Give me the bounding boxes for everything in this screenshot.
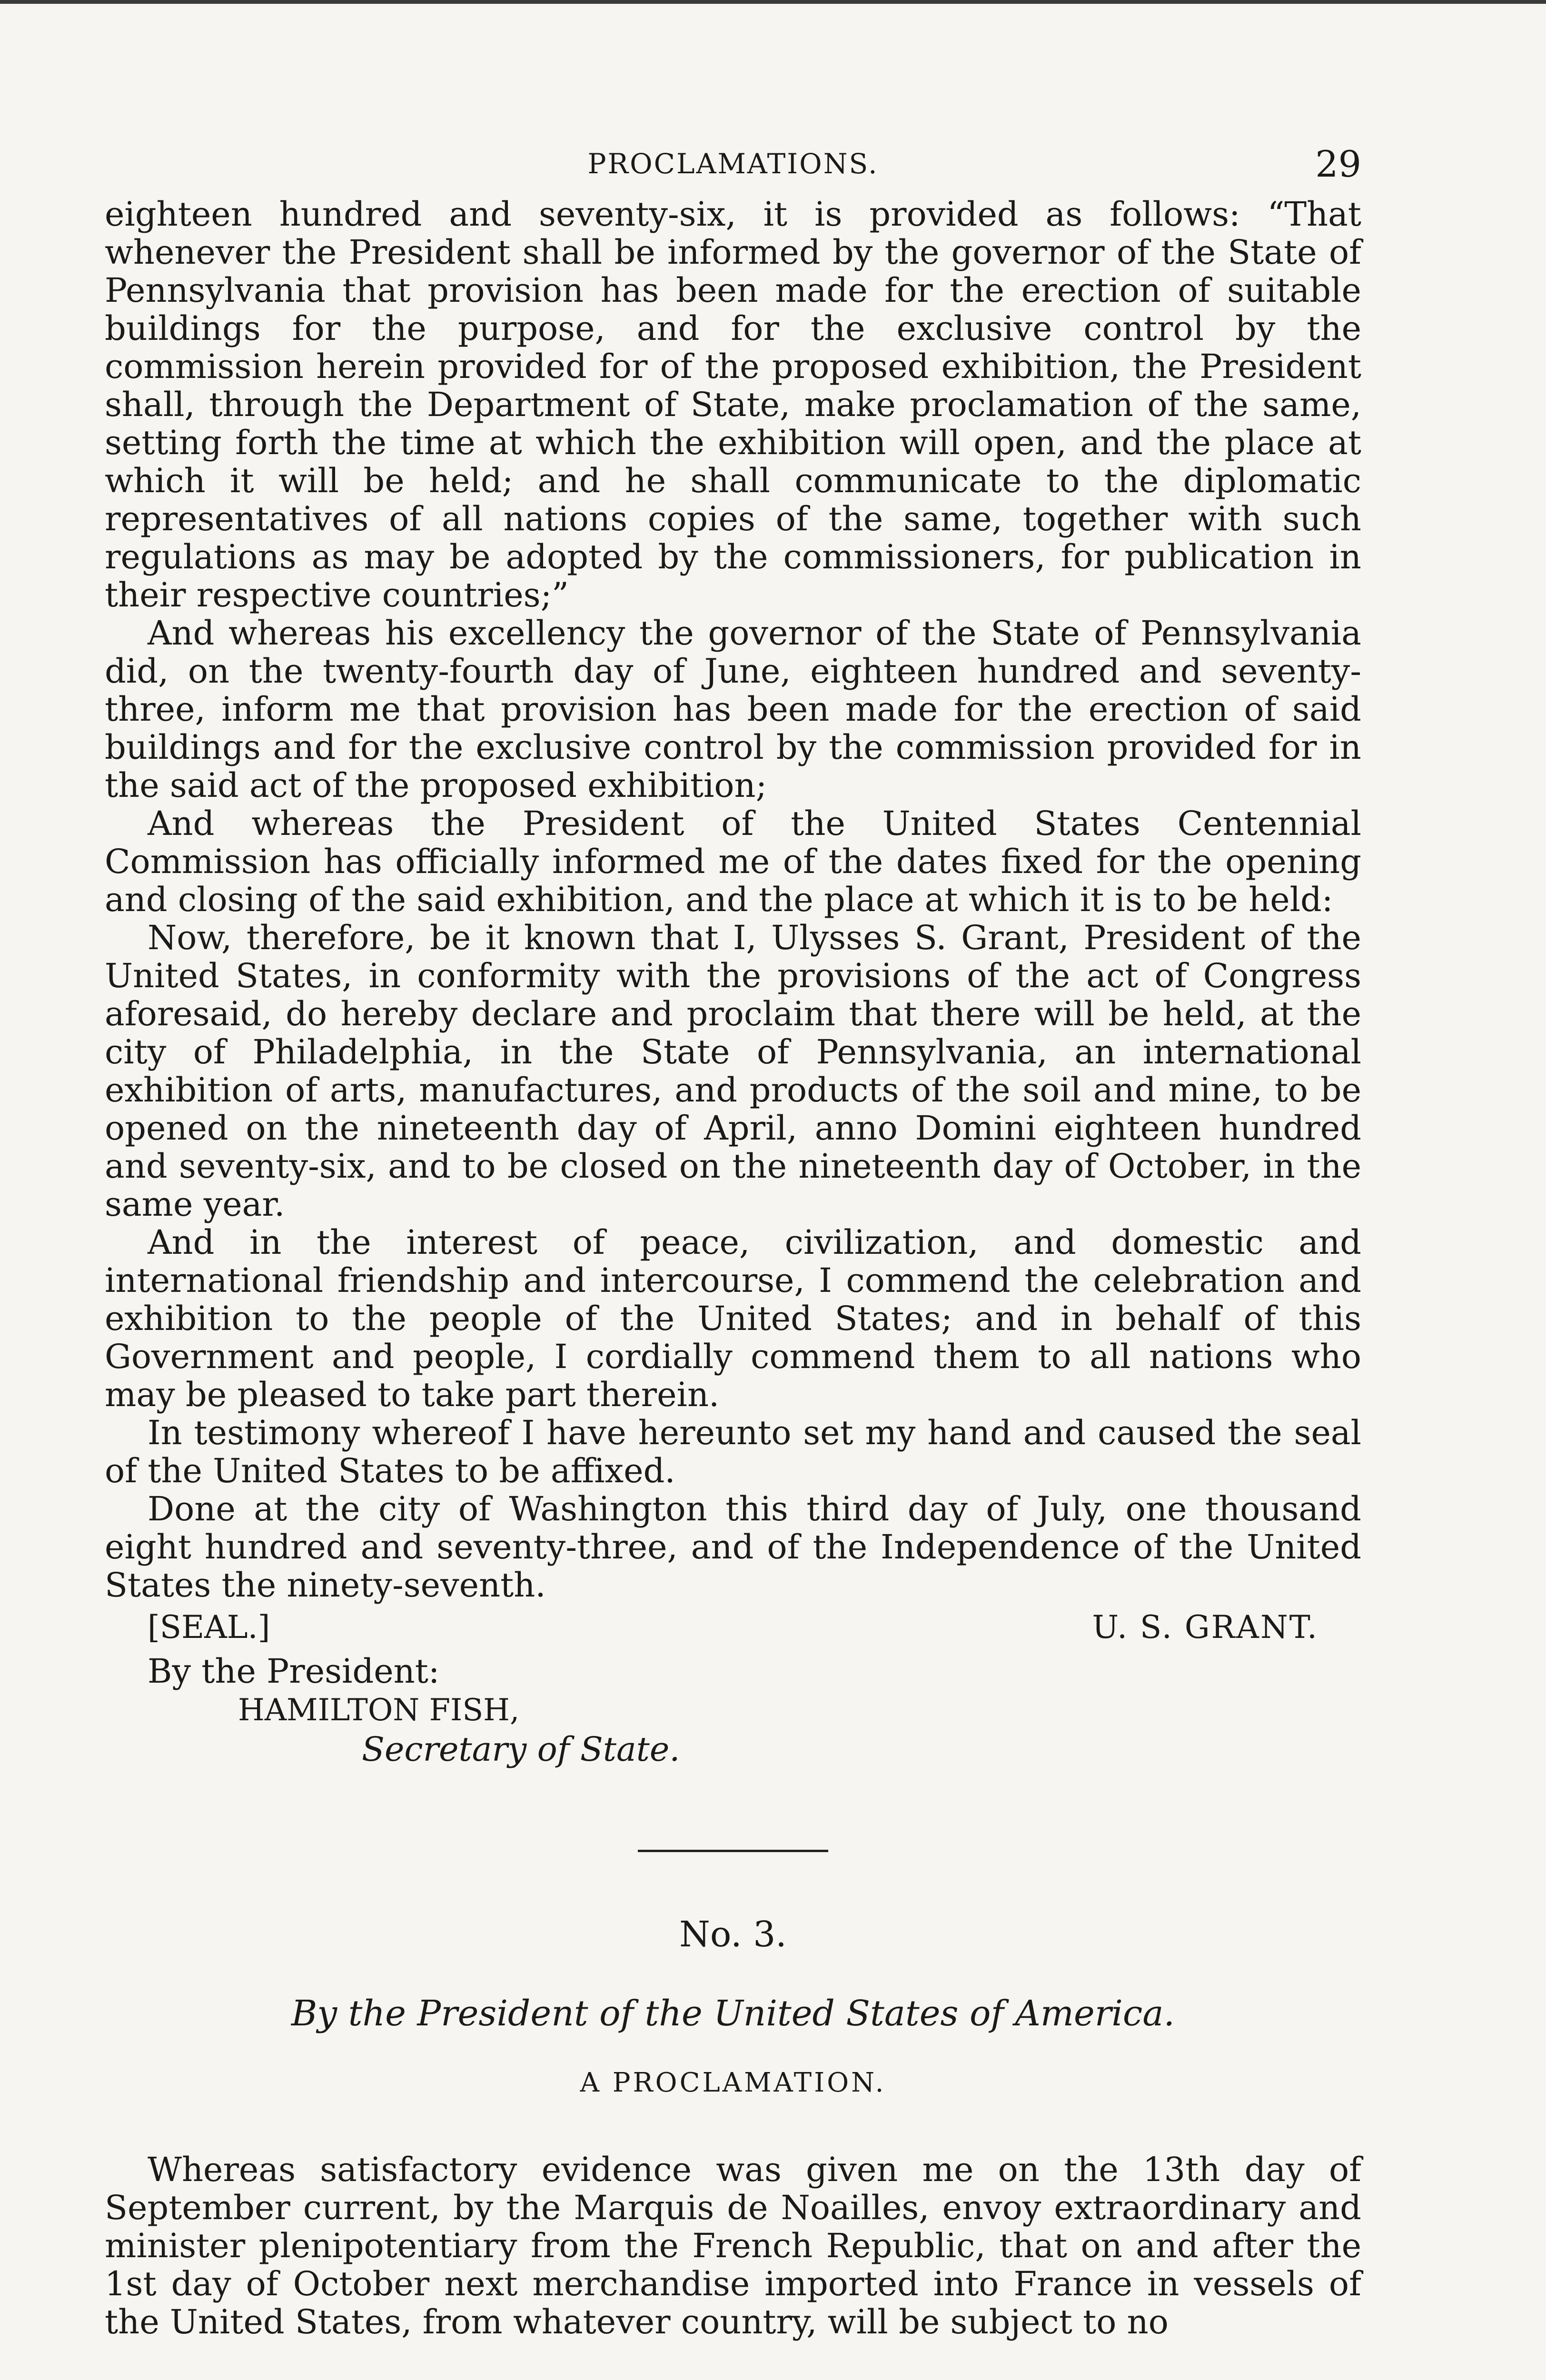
paragraph-commendation: And in the interest of peace, civilization, and domestic and international friendship and intercourse, I commend the celebration and exhibition to the people of the United States; and in behalf of this Government and people, I cordially commend them to all nations who may be pleased to take part therein.	[105, 1223, 1361, 1414]
paragraph-whereas-noailles: Whereas satisfactory evidence was given me on the 13th day of September current, by the Marquis de Noailles, envoy extraordinary and minister plenipotentiary from the French Republic, that on and after the 1st day of October next merchandise imported into France in vessels of the United States, from whatever country, will be subject to no	[105, 2150, 1361, 2341]
president-signature: U. S. GRANT.	[1092, 1609, 1318, 1646]
by-the-president: By the President:	[148, 1652, 440, 1691]
page-number: 29	[1315, 143, 1361, 185]
seal-mark: [SEAL.]	[148, 1609, 270, 1646]
proclamation-heading: A PROCLAMATION.	[580, 2067, 886, 2098]
proclamation-body	[105, 195, 1361, 1604]
paragraph-governor-notice: And whereas his excellency the governor of the State of Pennsylvania did, on the twenty-fourth day of June, eighteen hundred and seventy-three, inform me that provision has been made for the erection of said buildings and for the exclusive control by the commission provided for in the said act of the proposed exhibition;	[105, 614, 1361, 805]
second-proclamation-body	[105, 2151, 1361, 2341]
signature-row	[105, 1604, 1361, 1652]
paragraph-declaration: Now, therefore, be it known that I, Ulysses S. Grant, President of the United States, in conformity with the provisions of the act of Congress aforesaid, do hereby declare and proclaim that there will be held, at the city of Philadelphia, in the State of Pennsylvania, an international exhibition of arts, manufactures, and products of the soil and mine, to be opened on the nineteenth day of April, anno Domini eighteen hundred and seventy-six, and to be closed on the nineteenth day of October, in the same year.	[105, 918, 1361, 1224]
running-title: PROCLAMATIONS.	[587, 148, 879, 180]
issuing-authority: By the President of the United States of America.	[291, 1993, 1175, 2034]
running-header	[105, 143, 1361, 195]
attesting-secretary-name: HAMILTON FISH,	[238, 1693, 520, 1728]
attesting-secretary-title: Secretary of State.	[362, 1730, 680, 1769]
paragraph-commission-dates: And whereas the President of the United States Centennial Commission has officially informed me of the dates fixed for the opening and closing of the said exhibition, and the place at which it is to be held:	[105, 804, 1361, 919]
paragraph-statute-quote: eighteen hundred and seventy-six, it is provided as follows: “That whenever the President shall be informed by the governor of the State of Pennsylvania that provision has been made for the erection of suitable buildings for the purpose, and for the exclusive control by the commission herein provided for of the proposed exhibition, the President shall, through the Department of State, make proclamation of the same, setting forth the time at which the exhibition will open, and the place at which it will be held; and he shall communicate to the diplomatic representatives of all nations copies of the same, together with such regulations as may be adopted by the commissioners, for publication in their respective countries;”	[105, 195, 1361, 615]
paragraph-testimony: In testimony whereof I have hereunto set my hand and caused the seal of the United States to be affixed.	[105, 1413, 1361, 1490]
page-top-edge	[0, 0, 1546, 4]
document-page	[105, 143, 1361, 2341]
document-number: No. 3.	[679, 1914, 787, 1955]
paragraph-done-at: Done at the city of Washington this third day of July, one thousand eight hundred and seventy-three, and of the Independence of the United States the ninety-seventh.	[105, 1489, 1361, 1605]
section-divider	[638, 1850, 828, 1852]
